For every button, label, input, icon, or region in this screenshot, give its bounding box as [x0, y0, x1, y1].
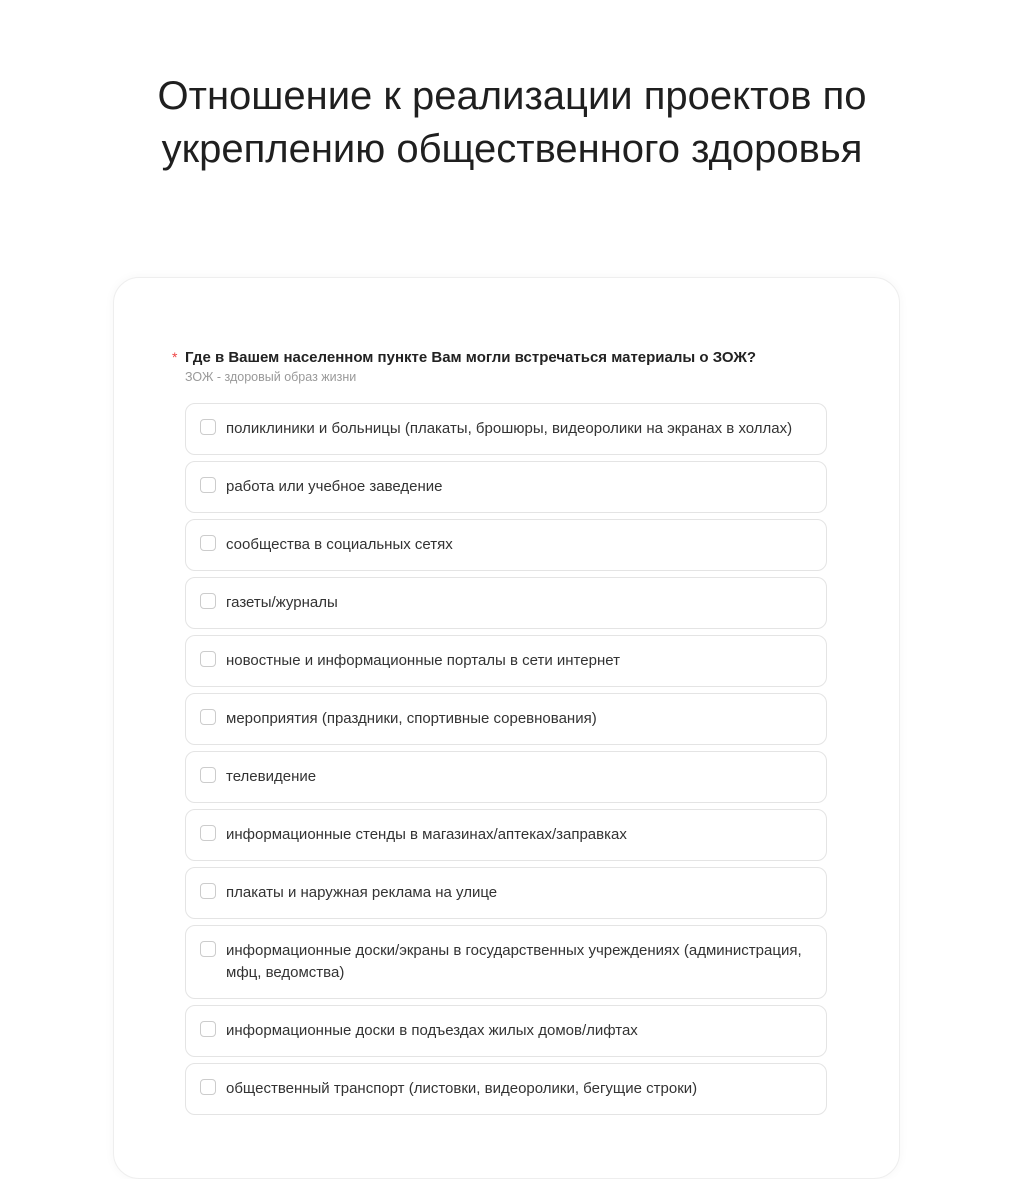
option-label: сообщества в социальных сетях: [226, 536, 453, 553]
option-label: плакаты и наружная реклама на улице: [226, 884, 498, 901]
checkbox[interactable]: [200, 1021, 216, 1037]
checkbox[interactable]: [200, 941, 216, 957]
option-item[interactable]: [185, 577, 827, 629]
option-label: телевидение: [226, 768, 317, 785]
checkbox[interactable]: [200, 767, 216, 783]
option-label: мероприятия (праздники, спортивные соревнования): [226, 710, 597, 727]
checkbox[interactable]: [200, 535, 216, 551]
option-item[interactable]: [185, 693, 827, 745]
option-label: информационные доски/экраны в государственных учреждениях (администрация, мфц, ведомства): [226, 942, 802, 981]
option-item[interactable]: [185, 461, 827, 513]
checkbox[interactable]: [200, 883, 216, 899]
option-item[interactable]: [185, 867, 827, 919]
question-label: [172, 349, 845, 366]
option-item[interactable]: [185, 751, 827, 803]
checkbox[interactable]: [200, 825, 216, 841]
options-list: [185, 403, 827, 1121]
question: [172, 349, 845, 384]
checkbox[interactable]: [200, 709, 216, 725]
checkbox[interactable]: [200, 419, 216, 435]
option-label: новостные и информационные порталы в сети интернет: [226, 652, 620, 669]
option-item[interactable]: [185, 1005, 827, 1057]
checkbox[interactable]: [200, 477, 216, 493]
option-label: информационные доски в подъездах жилых домов/лифтах: [226, 1022, 638, 1039]
option-label: работа или учебное заведение: [226, 478, 443, 495]
option-item[interactable]: [185, 925, 827, 999]
checkbox[interactable]: [200, 593, 216, 609]
option-item[interactable]: [185, 809, 827, 861]
checkbox[interactable]: [200, 651, 216, 667]
question-text: Где в Вашем населенном пункте Вам могли встречаться материалы о ЗОЖ?: [185, 349, 757, 366]
option-item[interactable]: [185, 519, 827, 571]
page-title: Отношение к реализации проектов по укреплению общественного здоровья: [157, 74, 867, 171]
option-label: газеты/журналы: [226, 594, 338, 611]
required-mark: *: [172, 349, 178, 365]
option-item[interactable]: [185, 635, 827, 687]
option-label: поликлиники и больницы (плакаты, брошюры, видеоролики на экранах в холлах): [226, 420, 793, 437]
option-item[interactable]: [185, 403, 827, 455]
question-hint: ЗОЖ - здоровый образ жизни: [185, 370, 357, 384]
option-label: общественный транспорт (листовки, видеоролики, бегущие строки): [226, 1080, 698, 1097]
option-item[interactable]: [185, 1063, 827, 1115]
option-label: информационные стенды в магазинах/аптеках/заправках: [226, 826, 627, 843]
checkbox[interactable]: [200, 1079, 216, 1095]
